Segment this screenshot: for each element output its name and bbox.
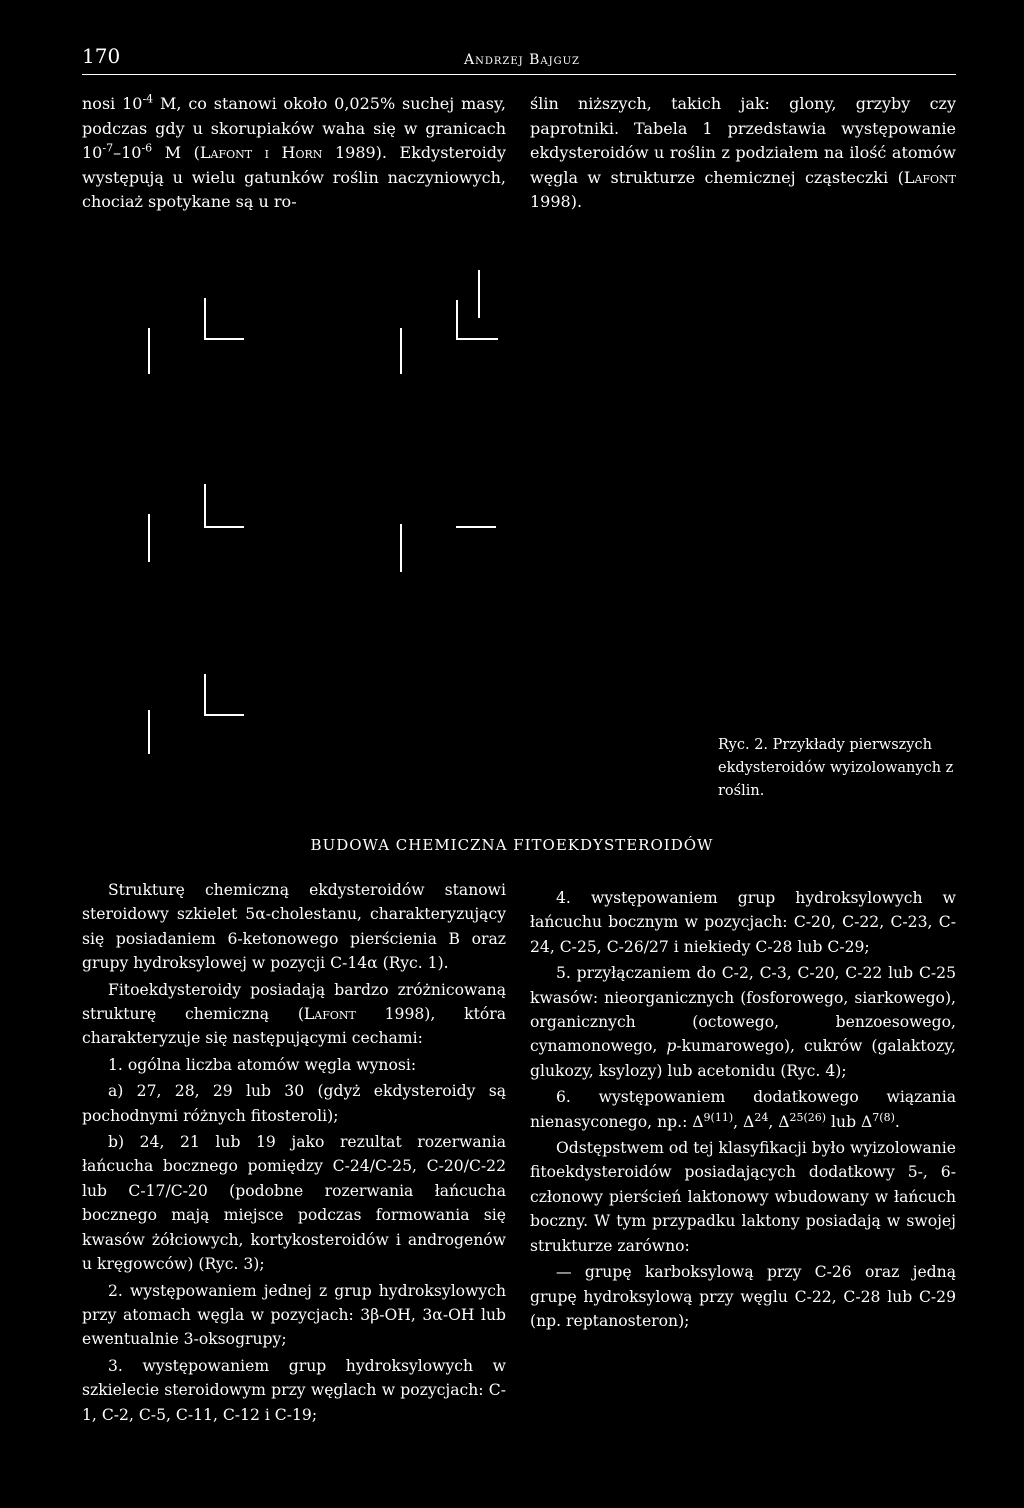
text-run: –10 bbox=[113, 143, 142, 163]
top-right-paragraph bbox=[530, 92, 956, 215]
list-item: a) 27, 28, 29 lub 30 (gdyż ekdysteroidy są pochodnymi różnych fitosteroli); bbox=[82, 1082, 506, 1125]
paragraph: Odstępstwem od tej klasyfikacji było wyizolowanie fitoekdysteroidów posiadających dodatkowy 5-, 6-członowy pierścień laktonowy wbudowany w łańcuch boczny. W tym przypadku laktony posiadają w swojej strukturze zarówno: bbox=[530, 1139, 956, 1255]
superscript: 9(11) bbox=[703, 1110, 734, 1124]
superscript: -7 bbox=[102, 141, 114, 155]
text-run: lub Δ bbox=[826, 1112, 873, 1131]
superscript: -4 bbox=[142, 92, 154, 106]
list-item: b) 24, 21 lub 19 jako rezultat rozerwania łańcucha bocznego pomiędzy C-24/C-25, C-20/C-22 lub C-17/C-20 (podobne rozerwania łańcucha bocznego mają miejsce podczas formowania się kwasów żółciowych, kortykosteroidów i androgenów u kręgowców) (Ryc. 3); bbox=[82, 1133, 506, 1274]
text-run: M, co stanowi około 0,025% suchej masy, podczas gdy u skorupiaków waha się w granicach 10 bbox=[82, 94, 506, 163]
list-item: 3. występowaniem grup hydroksylowych w szkielecie steroidowym przy węglach w pozycjach: C-1, C-2, C-5, C-11, C-12 i C-19; bbox=[82, 1356, 506, 1424]
superscript: 24 bbox=[754, 1110, 769, 1124]
header-rule bbox=[82, 74, 956, 75]
list-item: 1. ogólna liczba atomów węgla wynosi: bbox=[108, 1055, 417, 1074]
text-run: 1998), która charakteryzuje się następującymi cechami: bbox=[82, 1005, 506, 1048]
bottom-left-column bbox=[82, 878, 506, 1429]
figure-structures bbox=[82, 250, 956, 790]
list-item: 2. występowaniem jednej z grup hydroksylowych przy atomach węgla w pozycjach: 3β-OH, 3α-OH lub ewentualnie 3-oksogrupy; bbox=[82, 1281, 506, 1349]
citation-author: Lafont i Horn bbox=[199, 143, 323, 163]
text-run: 5. przyłączaniem do C-2, C-3, C-20, C-22 lub C-25 kwasów: nieorganicznych (fosforowego, siarkowego), organicznych (octowego, benzoesowego, cynamonowego, bbox=[530, 964, 956, 1056]
paragraph: — grupę karboksylową przy C-26 oraz jedną grupę hydroksylową przy węglu C-22, C-28 lub C-29 (np. reptanosteron); bbox=[530, 1263, 956, 1330]
text-run: nosi 10 bbox=[82, 94, 143, 113]
bottom-right-column bbox=[530, 886, 956, 1335]
text-run: 1989). Ekdysteroidy występują u wielu gatunków roślin naczyniowych, chociaż spotykane są u ro- bbox=[82, 143, 507, 212]
top-left-paragraph bbox=[82, 92, 506, 215]
list-item bbox=[530, 1085, 956, 1134]
text-run: 1998). bbox=[530, 192, 583, 212]
italic-text: p bbox=[666, 1037, 677, 1056]
top-left-column bbox=[82, 92, 506, 215]
list-item: 4. występowaniem grup hydroksylowych w łańcuchu bocznym w pozycjach: C-20, C-22, C-23, C-24, C-25, C-26/27 i niekiedy C-28 lub C-29; bbox=[530, 889, 956, 956]
paragraph: Strukturę chemiczną ekdysteroidów stanowi steroidowy szkielet 5α-cholestanu, charakteryzujący się posiadaniem 6-ketonowego pierścienia B oraz grupy hydroksylowej w pozycji C-14α (Ryc. 1). bbox=[82, 881, 506, 973]
text-run: M ( bbox=[152, 143, 200, 163]
text-run: , Δ bbox=[733, 1112, 755, 1131]
caption-label: Ryc. 2. bbox=[718, 737, 769, 753]
list-item bbox=[530, 961, 956, 1083]
running-head: Andrzej Bajguz bbox=[464, 52, 580, 68]
text-run: , Δ bbox=[768, 1112, 790, 1131]
page-number: 170 bbox=[82, 44, 121, 68]
text-run: ślin niższych, takich jak: glony, grzyby czy paprotniki. Tabela 1 przedstawia występowanie ekdysteroidów u roślin z podziałem na ilość atomów węgla w strukturze chemicznej cząsteczki ( bbox=[530, 94, 956, 187]
citation-author: Lafont bbox=[303, 1005, 356, 1024]
superscript: -6 bbox=[141, 141, 153, 155]
top-right-column bbox=[530, 92, 956, 215]
citation-author: Lafont bbox=[903, 167, 956, 187]
paragraph bbox=[82, 978, 506, 1051]
figure-caption bbox=[718, 734, 958, 803]
section-heading: BUDOWA CHEMICZNA FITOEKDYSTEROIDÓW bbox=[310, 836, 714, 854]
text-run: -kumarowego), cukrów (galaktozy, glukozy, ksylozy) lub acetonidu (Ryc. 4); bbox=[530, 1037, 956, 1080]
text-run: . bbox=[894, 1112, 900, 1131]
text-run: 6. występowaniem dodatkowego wiązania nienasyconego, np.: Δ bbox=[530, 1088, 956, 1131]
caption-text: Przykłady pierwszych ekdysteroidów wyizolowanych z roślin. bbox=[718, 737, 954, 799]
text-run: Fitoekdysteroidy posiadają bardzo zróżnicowaną strukturę chemiczną ( bbox=[82, 980, 506, 1024]
superscript: 25(26) bbox=[789, 1110, 827, 1124]
superscript: 7(8) bbox=[872, 1110, 895, 1124]
